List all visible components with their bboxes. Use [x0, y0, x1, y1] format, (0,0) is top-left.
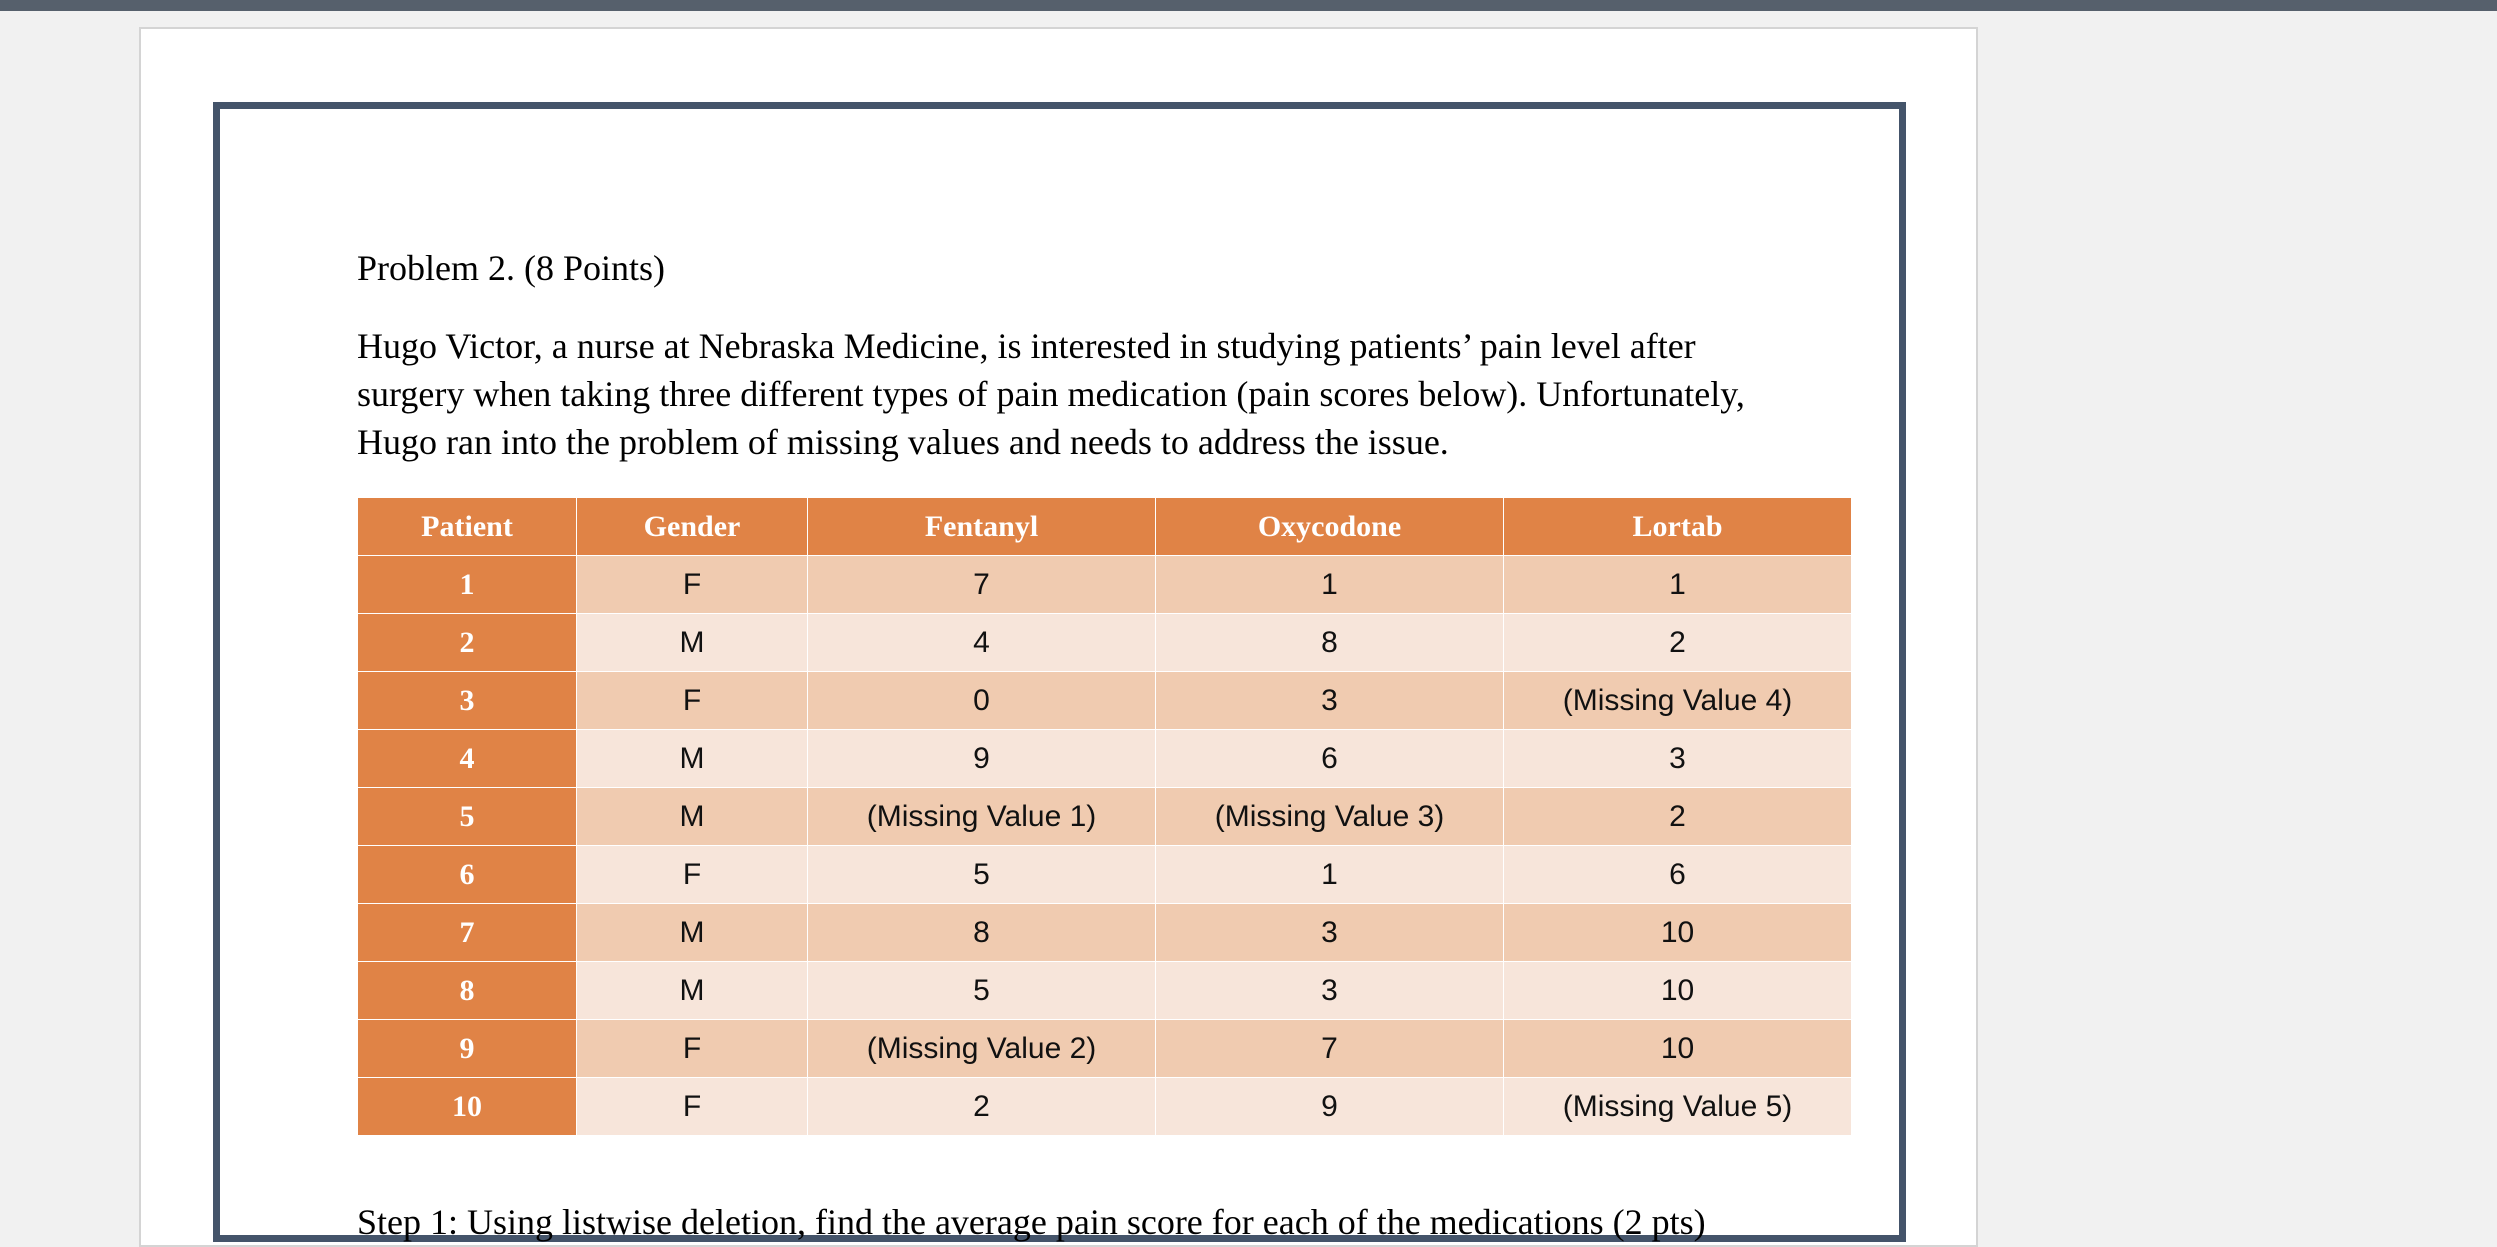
- oxycodone-cell: 6: [1156, 730, 1504, 788]
- oxycodone-cell: 1: [1156, 556, 1504, 614]
- fentanyl-cell: 5: [808, 846, 1156, 904]
- table-row: [358, 788, 1852, 846]
- fentanyl-cell: 5: [808, 962, 1156, 1020]
- patient-id-cell: 4: [358, 730, 577, 788]
- fentanyl-cell: 7: [808, 556, 1156, 614]
- table-row: [358, 1020, 1852, 1078]
- paragraph-line-1: Hugo Victor, a nurse at Nebraska Medicine, is interested in studying patients’ pain level after: [357, 326, 1696, 366]
- table-row: [358, 1078, 1852, 1136]
- fentanyl-cell: 4: [808, 614, 1156, 672]
- header-oxycodone: Oxycodone: [1156, 498, 1504, 556]
- fentanyl-cell: 9: [808, 730, 1156, 788]
- patient-id-cell: 5: [358, 788, 577, 846]
- gender-cell: M: [577, 904, 808, 962]
- paragraph-line-2: surgery when taking three different types of pain medication (pain scores below). Unfortunately,: [357, 374, 1745, 414]
- oxycodone-cell: (Missing Value 3): [1156, 788, 1504, 846]
- fentanyl-cell: (Missing Value 2): [808, 1020, 1156, 1078]
- gender-cell: M: [577, 962, 808, 1020]
- table-row: [358, 962, 1852, 1020]
- lortab-cell: 10: [1504, 1020, 1852, 1078]
- table-header-row: [358, 498, 1852, 556]
- oxycodone-cell: 8: [1156, 614, 1504, 672]
- patient-id-cell: 2: [358, 614, 577, 672]
- window-top-bar: [0, 0, 2497, 11]
- lortab-cell: (Missing Value 5): [1504, 1078, 1852, 1136]
- header-patient: Patient: [358, 498, 577, 556]
- lortab-cell: 3: [1504, 730, 1852, 788]
- step-1-instruction: Step 1: Using listwise deletion, find the average pain score for each of the medications (2 pts): [357, 1202, 1706, 1242]
- problem-title: Problem 2. (8 Points): [357, 248, 666, 288]
- patient-id-cell: 1: [358, 556, 577, 614]
- oxycodone-cell: 3: [1156, 962, 1504, 1020]
- table-row: [358, 846, 1852, 904]
- gender-cell: F: [577, 846, 808, 904]
- lortab-cell: 10: [1504, 904, 1852, 962]
- fentanyl-cell: 8: [808, 904, 1156, 962]
- oxycodone-cell: 7: [1156, 1020, 1504, 1078]
- header-lortab: Lortab: [1504, 498, 1852, 556]
- gender-cell: M: [577, 730, 808, 788]
- fentanyl-cell: (Missing Value 1): [808, 788, 1156, 846]
- oxycodone-cell: 9: [1156, 1078, 1504, 1136]
- fentanyl-cell: 0: [808, 672, 1156, 730]
- lortab-cell: 10: [1504, 962, 1852, 1020]
- lortab-cell: 6: [1504, 846, 1852, 904]
- patient-id-cell: 9: [358, 1020, 577, 1078]
- gender-cell: F: [577, 556, 808, 614]
- gender-cell: M: [577, 614, 808, 672]
- patient-id-cell: 8: [358, 962, 577, 1020]
- gender-cell: F: [577, 1020, 808, 1078]
- table-row: [358, 672, 1852, 730]
- oxycodone-cell: 1: [1156, 846, 1504, 904]
- patient-id-cell: 6: [358, 846, 577, 904]
- patient-id-cell: 7: [358, 904, 577, 962]
- lortab-cell: (Missing Value 4): [1504, 672, 1852, 730]
- table-row: [358, 730, 1852, 788]
- lortab-cell: 2: [1504, 614, 1852, 672]
- patient-id-cell: 3: [358, 672, 577, 730]
- header-fentanyl: Fentanyl: [808, 498, 1156, 556]
- gender-cell: F: [577, 1078, 808, 1136]
- oxycodone-cell: 3: [1156, 904, 1504, 962]
- table-row: [358, 614, 1852, 672]
- problem-description: [357, 322, 1877, 466]
- oxycodone-cell: 3: [1156, 672, 1504, 730]
- gender-cell: M: [577, 788, 808, 846]
- gender-cell: F: [577, 672, 808, 730]
- fentanyl-cell: 2: [808, 1078, 1156, 1136]
- lortab-cell: 2: [1504, 788, 1852, 846]
- lortab-cell: 1: [1504, 556, 1852, 614]
- patient-id-cell: 10: [358, 1078, 577, 1136]
- pain-score-table: [357, 497, 1852, 1136]
- table-row: [358, 904, 1852, 962]
- table-row: [358, 556, 1852, 614]
- paragraph-line-3: Hugo ran into the problem of missing values and needs to address the issue.: [357, 422, 1449, 462]
- header-gender: Gender: [577, 498, 808, 556]
